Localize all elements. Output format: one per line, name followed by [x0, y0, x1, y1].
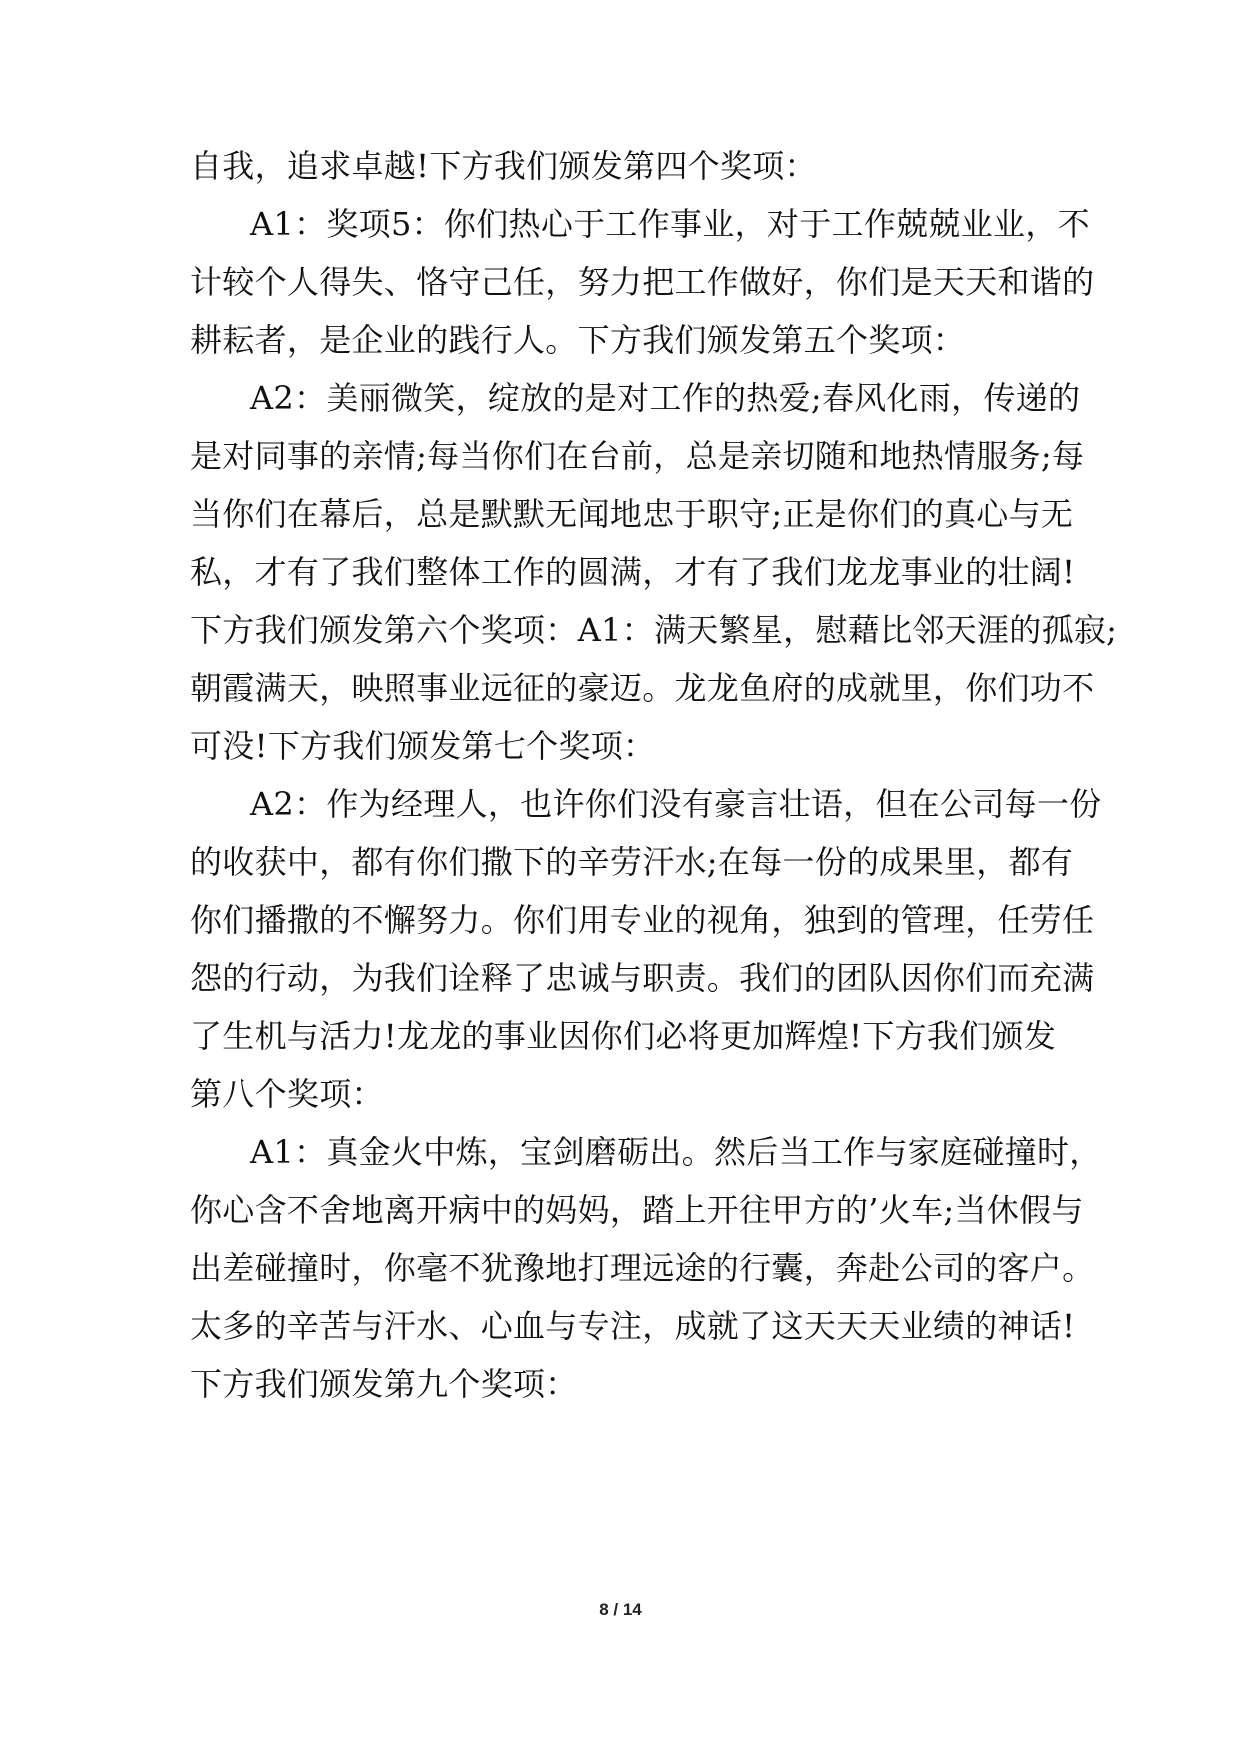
text-line: 你心含不舍地离开病中的妈妈，踏上开往甲方的’火车;当休假与 — [190, 1191, 1084, 1229]
text-line: 的收获中，都有你们撒下的辛劳汗水;在每一份的成果里，都有 — [190, 843, 1074, 881]
text-line: 计较个人得失、恪守己任，努力把工作做好，你们是天天和谐的 — [190, 263, 1095, 301]
text-line: 当你们在幕后，总是默默无闻地忠于职守;正是你们的真心与无 — [190, 495, 1074, 533]
text-line: 私，才有了我们整体工作的圆满，才有了我们龙龙事业的壮阔! — [190, 553, 1076, 591]
text-line: A1：真金火中炼，宝剑磨砺出。然后当工作与家庭碰撞时， — [250, 1133, 1102, 1171]
text-line: A2：作为经理人，也许你们没有豪言壮语，但在公司每一份 — [250, 785, 1102, 823]
text-line: 第八个奖项： — [190, 1075, 384, 1113]
text-line: 出差碰撞时，你毫不犹豫地打理远途的行囊，奔赴公司的客户。 — [190, 1249, 1095, 1287]
text-line: A1：奖项5：你们热心于工作事业，对于工作兢兢业业，不 — [250, 205, 1090, 243]
text-line: 太多的辛苦与汗水、心血与专注，成就了这天天天业绩的神话! — [190, 1307, 1076, 1345]
text-line: 自我，追求卓越!下方我们颁发第四个奖项： — [190, 147, 817, 185]
text-line: 你们播撒的不懈努力。你们用专业的视角，独到的管理，任劳任 — [190, 901, 1095, 939]
page-number: 8 / 14 — [599, 1600, 642, 1619]
text-line: 怨的行动，为我们诠释了忠诚与职责。我们的团队因你们而充满 — [190, 959, 1095, 997]
text-line: 了生机与活力!龙龙的事业因你们必将更加辉煌!下方我们颁发 — [190, 1017, 1057, 1055]
text-line: 耕耘者，是企业的践行人。下方我们颁发第五个奖项： — [190, 321, 966, 359]
text-line: 可没!下方我们颁发第七个奖项： — [190, 727, 656, 765]
text-line: A2：美丽微笑，绽放的是对工作的热爱;春风化雨，传递的 — [250, 379, 1081, 417]
text-line: 下方我们颁发第六个奖项：A1：满天繁星，慰藉比邻天涯的孤寂; — [190, 611, 1118, 649]
text-line: 是对同事的亲情;每当你们在台前，总是亲切随和地热情服务;每 — [190, 437, 1085, 475]
text-line: 朝霞满天，映照事业远征的豪迈。龙龙鱼府的成就里，你们功不 — [190, 669, 1095, 707]
text-line: 下方我们颁发第九个奖项： — [190, 1365, 578, 1403]
